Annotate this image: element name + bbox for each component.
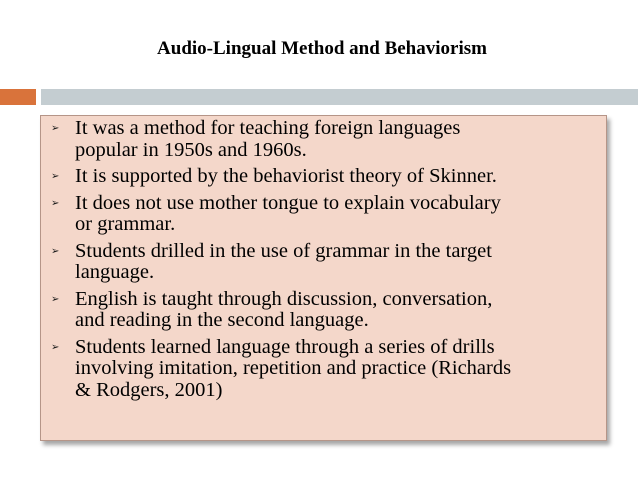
- bullet-item: [49, 241, 600, 284]
- bullet-text: It was a method for teaching foreign languages popular in 1950s and 1960s.: [75, 117, 461, 161]
- content-box: [40, 115, 607, 441]
- bullet-item: [49, 337, 600, 402]
- bullet-text: It does not use mother tongue to explain vocabulary or grammar.: [75, 191, 501, 235]
- arrow-bullet-icon: ➢: [51, 197, 60, 209]
- accent-bar-gray: [41, 89, 638, 105]
- bullet-text: English is taught through discussion, conversation, and reading in the second language.: [75, 287, 493, 331]
- bullet-item: [49, 118, 600, 161]
- slide-title: Audio-Lingual Method and Behaviorism: [157, 38, 487, 59]
- arrow-bullet-icon: ➢: [51, 293, 60, 305]
- arrow-bullet-icon: ➢: [51, 245, 60, 257]
- arrow-bullet-icon: ➢: [51, 341, 60, 353]
- bullet-text: It is supported by the behaviorist theory of Skinner.: [75, 165, 497, 187]
- bullet-item: [49, 193, 600, 236]
- arrow-bullet-icon: ➢: [51, 123, 60, 134]
- bullet-text: Students learned language through a series of drills involving imitation, repetition and practice (Richards & Rodgers, 2001): [75, 335, 512, 401]
- bullet-list: [41, 116, 606, 401]
- accent-bar-orange: [0, 89, 36, 105]
- bullet-item: [49, 289, 600, 332]
- bullet-text: Students drilled in the use of grammar in the target language.: [75, 239, 492, 283]
- bullet-item: [49, 166, 600, 188]
- arrow-bullet-icon: ➢: [51, 171, 60, 182]
